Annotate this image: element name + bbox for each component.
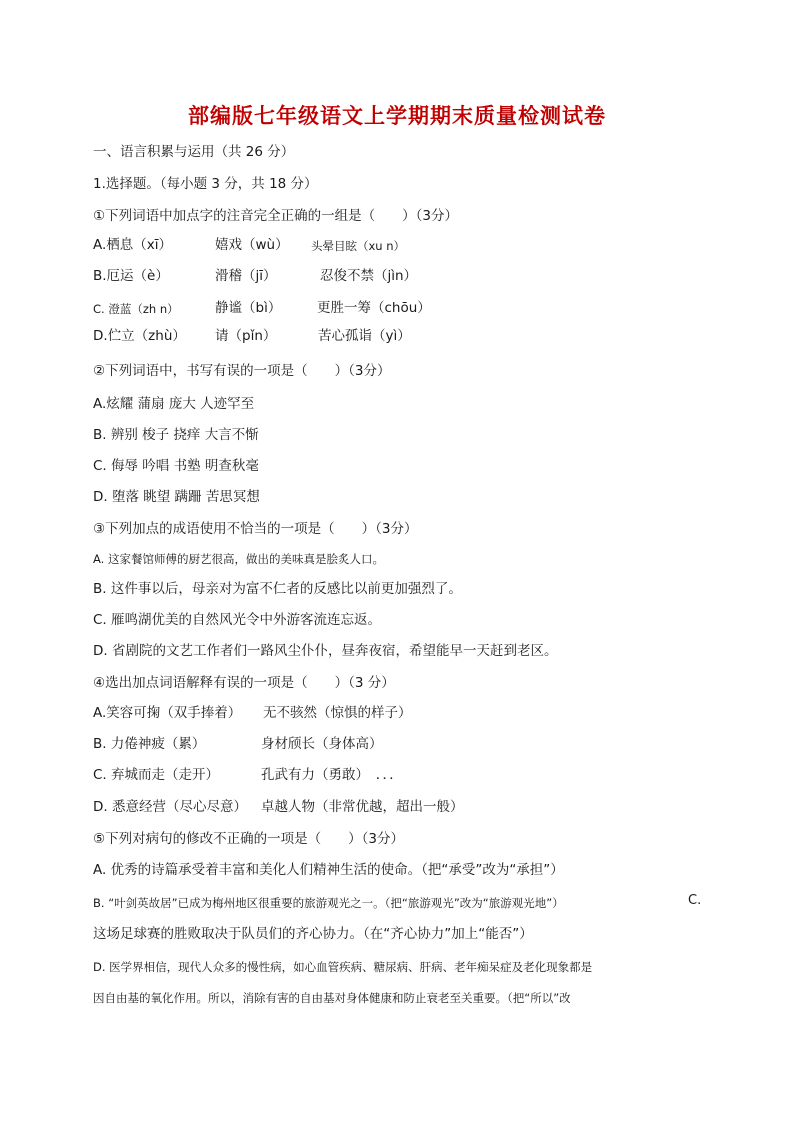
question-1-1-stem: ①下列词语中加点字的注音完全正确的一组是（ ）（3分） — [93, 208, 458, 224]
question-1-4-c-1: C. 弃城而走（走开） — [93, 767, 220, 783]
section-heading: 一、语言积累与运用（共 26 分） — [93, 144, 295, 160]
question-1-4-d-1: D. 悉意经营（尽心尽意） — [93, 799, 247, 815]
question-1-3-option-b: B. 这件事以后，母亲对为富不仁者的反感比以前更加强烈了。 — [93, 581, 462, 597]
question-1-5-option-d-line-1: D. 医学界相信，现代人众多的慢性病，如心血管疾病、糖尿病、肝病、老年痴呆症及老化现象都是 — [93, 960, 593, 974]
question-1-4-d-2: 卓越人物（非常优越，超出一般） — [261, 799, 464, 815]
question-1-2-option-c: C. 侮辱 吟唱 书塾 明查秋毫 — [93, 458, 259, 474]
question-1-2-option-a: A.炫耀 蒲扇 庞大 人迹罕至 — [93, 396, 255, 412]
option-c-word-3: 更胜一筹（chōu） — [317, 300, 431, 316]
question-1-4-b-1: B. 力倦神疲（累） — [93, 736, 206, 752]
question-1-2-option-b: B. 辨别 梭子 挠痒 大言不惭 — [93, 427, 259, 443]
question-1-3-option-d: D. 省剧院的文艺工作者们一路风尘仆仆，昼奔夜宿，希望能早一天赶到老区。 — [93, 643, 558, 659]
option-c-word-2: 静谧（bì） — [215, 300, 282, 316]
question-1-5-option-a: A. 优秀的诗篇承受着丰富和美化人们精神生活的使命。（把“承受”改为“承担”） — [93, 862, 564, 878]
question-1-5-stem: ⑤下列对病句的修改不正确的一项是（ ）（3分） — [93, 831, 404, 847]
question-1-5-option-c-label: C. — [688, 893, 702, 908]
question-1-4-c-2: 孔武有力（勇敢） ．．． — [261, 767, 403, 783]
option-a-word-3: 头晕目眩（xu n） — [311, 239, 406, 253]
question-1-4-a-1: A.笑容可掬（双手捧着） — [93, 705, 242, 721]
option-c-word-1: C. 澄蓝（zh n） — [93, 302, 179, 316]
option-b-word-2: 滑稽（jī） — [215, 268, 277, 284]
question-1-2-stem: ②下列词语中，书写有误的一项是（ ）（3分） — [93, 363, 391, 379]
option-a-word-1: A.栖息（xī） — [93, 237, 173, 253]
page-title: 部编版七年级语文上学期期末质量检测试卷 — [188, 104, 606, 128]
question-1-3-option-c: C. 雁鸣湖优美的自然风光令中外游客流连忘返。 — [93, 612, 382, 628]
question-1-4-b-2: 身材颀长（身体高） — [261, 736, 383, 752]
question-1-5-option-d-line-2: 因自由基的氧化作用。所以，消除有害的自由基对身体健康和防止衰老至关重要。（把“所以”改 — [93, 991, 571, 1005]
option-d-word-3: 苦心孤诣（yì） — [318, 328, 411, 344]
option-d-word-2: 请（pǐn） — [215, 328, 277, 344]
question-1-4-stem: ④选出加点词语解释有误的一项是（ ）（3 分） — [93, 675, 395, 691]
question-1-2-option-d: D. 堕落 眺望 蹒跚 苦思冥想 — [93, 489, 260, 505]
question-1-5-option-c: 这场足球赛的胜败取决于队员们的齐心协力。（在“齐心协力”加上“能否”） — [93, 926, 533, 942]
question-1-3-option-a: A. 这家餐馆师傅的厨艺很高，做出的美味真是脍炙人口。 — [93, 552, 384, 566]
option-b-word-1: B.厄运（è） — [93, 268, 169, 284]
question-1-3-stem: ③下列加点的成语使用不恰当的一项是（ ）（3分） — [93, 521, 418, 537]
question-1-heading: 1.选择题。（每小题 3 分，共 18 分） — [93, 176, 318, 192]
question-1-5-option-b: B. “叶剑英故居”已成为梅州地区很重要的旅游观光之一。（把“旅游观光”改为“旅游观光地”） — [93, 896, 564, 910]
option-a-word-2: 嬉戏（wù） — [215, 237, 289, 253]
option-d-word-1: D.伫立（zhù） — [93, 328, 186, 344]
question-1-4-a-2: 无不骇然（惊惧的样子） — [263, 705, 412, 721]
option-b-word-3: 忍俊不禁（jìn） — [320, 268, 418, 284]
